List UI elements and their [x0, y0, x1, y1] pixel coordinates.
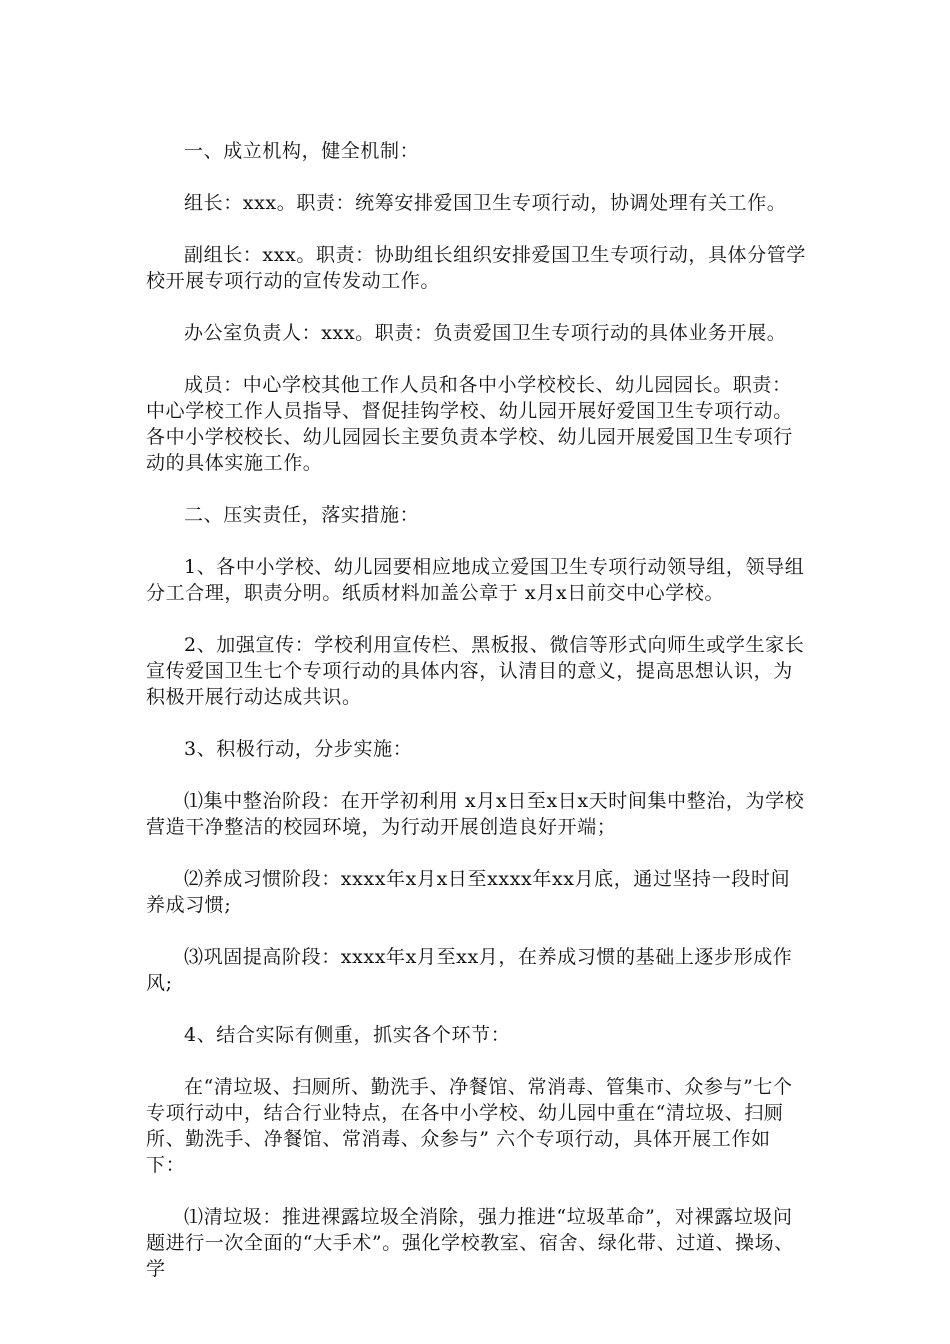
- paragraph-team-leader: 组长：xxx。职责：统筹安排爱国卫生专项行动，协调处理有关工作。: [184, 192, 787, 214]
- paragraph-seven-actions: 在“清垃圾、扫厕所、勤洗手、净餐馆、常消毒、管集市、众参与”七个专项行动中，结合行业特点，在各中小学校、幼儿园中重在“清垃圾、扫厕所、勤洗手、净餐馆、常消毒、众参与” 六个专项行动，具体开展工作如下：: [146, 1076, 793, 1176]
- paragraph-stage-2: ⑵养成习惯阶段：xxxx年x月x日至xxxx年xx月底，通过坚持一段时间养成习惯;: [146, 868, 791, 916]
- paragraph-stage-3: ⑶巩固提高阶段：xxxx年x月至xx月，在养成习惯的基础上逐步形成作风;: [146, 946, 793, 994]
- paragraph-clean-garbage: ⑴清垃圾：推进裸露垃圾全消除，强力推进“垃圾革命”，对裸露垃圾问题进行一次全面的“大手术”。强化学校教室、宿舍、绿化带、过道、操场、学: [146, 1206, 794, 1280]
- paragraph-stage-1: ⑴集中整治阶段：在开学初利用 x月x日至x日x天时间集中整治，为学校营造干净整洁的校园环境，为行动开展创造良好开端；: [146, 790, 805, 838]
- paragraph-office-head: 办公室负责人：xxx。职责：负责爱国卫生专项行动的具体业务开展。: [184, 322, 787, 344]
- paragraph-members: 成员：中心学校其他工作人员和各中小学校校长、幼儿园园长。职责：中心学校工作人员指导、督促挂钩学校、幼儿园开展好爱国卫生专项行动。各中小学校校长、幼儿园园长主要负责本学校、幼儿园开展爱国卫生专项行动的具体实施工作。: [146, 374, 793, 474]
- document-body: [146, 138, 808, 1308]
- section-heading-organization: 一、成立机构，健全机制：: [184, 140, 420, 162]
- paragraph-item-3: 3、积极行动，分步实施：: [184, 738, 413, 760]
- paragraph-item-4: 4、结合实际有侧重，抓实各个环节：: [184, 1024, 511, 1046]
- section-heading-responsibility: 二、压实责任，落实措施：: [184, 504, 420, 526]
- paragraph-item-2: 2、加强宣传：学校利用宣传栏、黑板报、微信等形式向师生或学生家长宣传爱国卫生七个专项行动的具体内容，认清目的意义，提高思想认识，为积极开展行动达成共识。: [146, 634, 805, 708]
- paragraph-deputy-leader: 副组长：xxx。职责：协助组长组织安排爱国卫生专项行动，具体分管学校开展专项行动的宣传发动工作。: [146, 244, 806, 292]
- paragraph-item-1: 1、各中小学校、幼儿园要相应地成立爱国卫生专项行动领导组，领导组分工合理，职责分明。纸质材料加盖公章于 x月x日前交中心学校。: [146, 556, 805, 604]
